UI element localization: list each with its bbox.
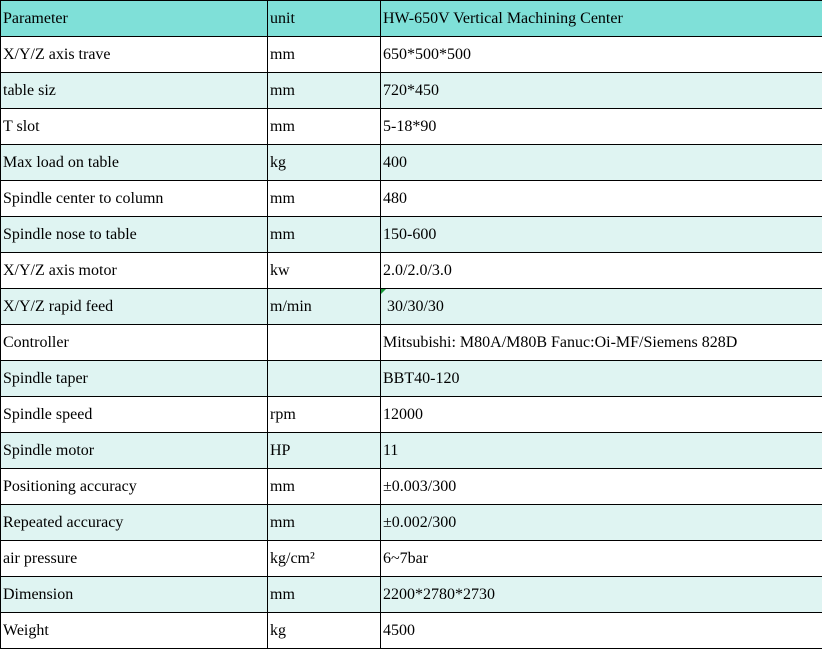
value-cell: ±0.002/300 bbox=[381, 505, 822, 541]
unit-cell: mm bbox=[268, 73, 381, 109]
value-cell: Mitsubishi: M80A/M80B Fanuc:Oi-MF/Siemens 828D bbox=[381, 325, 822, 361]
table-row bbox=[1, 109, 822, 145]
value-cell: 5-18*90 bbox=[381, 109, 822, 145]
comment-marker-icon bbox=[381, 289, 386, 294]
parameter-cell: Repeated accuracy bbox=[1, 505, 268, 541]
table-row bbox=[1, 325, 822, 361]
value-cell bbox=[381, 289, 822, 325]
value-cell: BBT40-120 bbox=[381, 361, 822, 397]
value-cell: 150-600 bbox=[381, 217, 822, 253]
table-row bbox=[1, 145, 822, 181]
unit-cell: mm bbox=[268, 37, 381, 73]
value-cell: 720*450 bbox=[381, 73, 822, 109]
table-row bbox=[1, 397, 822, 433]
table-row bbox=[1, 505, 822, 541]
unit-cell: mm bbox=[268, 505, 381, 541]
table-row bbox=[1, 289, 822, 325]
table-row bbox=[1, 613, 822, 649]
parameter-cell: table siz bbox=[1, 73, 268, 109]
unit-cell bbox=[268, 361, 381, 397]
table-row bbox=[1, 469, 822, 505]
parameter-cell: Spindle center to column bbox=[1, 181, 268, 217]
value-cell: ±0.003/300 bbox=[381, 469, 822, 505]
table-row bbox=[1, 217, 822, 253]
unit-cell: mm bbox=[268, 217, 381, 253]
parameter-cell: Max load on table bbox=[1, 145, 268, 181]
header-model: HW-650V Vertical Machining Center bbox=[381, 1, 822, 37]
parameter-cell: Spindle speed bbox=[1, 397, 268, 433]
parameter-cell: T slot bbox=[1, 109, 268, 145]
unit-cell: mm bbox=[268, 109, 381, 145]
table-row bbox=[1, 253, 822, 289]
header-unit: unit bbox=[268, 1, 381, 37]
value-text: 30/30/30 bbox=[383, 297, 444, 315]
parameter-cell: Controller bbox=[1, 325, 268, 361]
value-cell: 400 bbox=[381, 145, 822, 181]
parameter-cell: Spindle nose to table bbox=[1, 217, 268, 253]
value-cell: 4500 bbox=[381, 613, 822, 649]
table-header-row bbox=[1, 1, 822, 37]
unit-cell bbox=[268, 325, 381, 361]
unit-cell: rpm bbox=[268, 397, 381, 433]
parameter-cell: Spindle motor bbox=[1, 433, 268, 469]
parameter-cell: air pressure bbox=[1, 541, 268, 577]
value-cell: 650*500*500 bbox=[381, 37, 822, 73]
unit-cell: kw bbox=[268, 253, 381, 289]
value-cell: 2.0/2.0/3.0 bbox=[381, 253, 822, 289]
parameter-cell: Dimension bbox=[1, 577, 268, 613]
table-row bbox=[1, 181, 822, 217]
value-cell: 11 bbox=[381, 433, 822, 469]
value-cell: 6~7bar bbox=[381, 541, 822, 577]
table-row bbox=[1, 541, 822, 577]
unit-cell: mm bbox=[268, 181, 381, 217]
table-row bbox=[1, 361, 822, 397]
table-row bbox=[1, 73, 822, 109]
table-row bbox=[1, 433, 822, 469]
value-cell: 12000 bbox=[381, 397, 822, 433]
unit-cell: mm bbox=[268, 577, 381, 613]
parameter-cell: X/Y/Z axis motor bbox=[1, 253, 268, 289]
header-parameter: Parameter bbox=[1, 1, 268, 37]
parameter-cell: Weight bbox=[1, 613, 268, 649]
value-cell: 480 bbox=[381, 181, 822, 217]
parameter-cell: X/Y/Z rapid feed bbox=[1, 289, 268, 325]
table-row bbox=[1, 577, 822, 613]
parameter-cell: Positioning accuracy bbox=[1, 469, 268, 505]
unit-cell: HP bbox=[268, 433, 381, 469]
unit-cell: mm bbox=[268, 469, 381, 505]
table-row bbox=[1, 37, 822, 73]
unit-cell: m/min bbox=[268, 289, 381, 325]
parameter-cell: Spindle taper bbox=[1, 361, 268, 397]
unit-cell: kg bbox=[268, 613, 381, 649]
value-cell: 2200*2780*2730 bbox=[381, 577, 822, 613]
unit-cell: kg bbox=[268, 145, 381, 181]
unit-cell: kg/cm² bbox=[268, 541, 381, 577]
parameter-cell: X/Y/Z axis trave bbox=[1, 37, 268, 73]
